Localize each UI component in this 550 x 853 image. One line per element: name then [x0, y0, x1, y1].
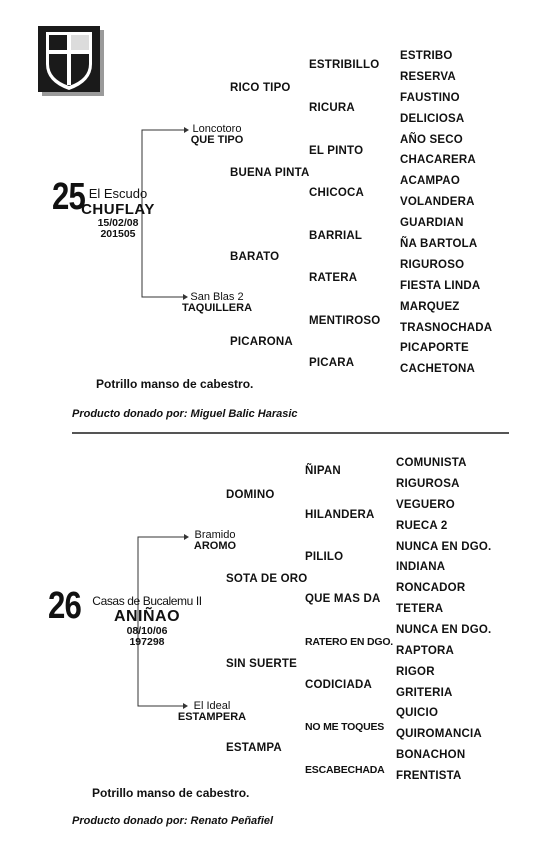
g5-ancestor: RESERVA	[400, 71, 456, 83]
horse-registry: 197298	[129, 636, 165, 648]
grandparent: SIN SUERTE	[226, 658, 298, 670]
grandparent: ESTAMPA	[226, 742, 282, 754]
donor-note: Producto donado por: Renato Peñafiel	[72, 815, 274, 827]
grandparent: BUENA PINTA	[230, 167, 310, 179]
grandparent: BARATO	[230, 251, 280, 263]
great-grandparent: ÑIPAN	[305, 465, 341, 477]
lot-description: Potrillo manso de cabestro.	[92, 786, 250, 800]
sire-name: AROMO	[193, 540, 237, 552]
g5-ancestor: RIGUROSO	[400, 259, 465, 271]
great-grandparent: EL PINTO	[309, 145, 364, 157]
g5-ancestor: CACHETONA	[400, 363, 476, 375]
great-grandparent: PILILO	[305, 551, 344, 563]
horse-info	[88, 594, 206, 648]
great-grandparent: NO ME TOQUES	[305, 721, 385, 733]
g5-ancestor: FAUSTINO	[400, 92, 460, 104]
g5-ancestor: RAPTORA	[396, 645, 455, 657]
great-grandparent: ESTRIBILLO	[309, 59, 380, 71]
horse-name: CHUFLAY	[81, 201, 155, 218]
horse-name: ANIÑAO	[113, 608, 181, 625]
g5-ancestor: ESTRIBO	[400, 50, 453, 62]
great-grandparent: QUE MAS DA	[305, 593, 381, 605]
sire-name: QUE TIPO	[190, 134, 244, 146]
great-grandparent: ESCABECHADA	[305, 764, 385, 776]
sire	[185, 124, 249, 146]
donor-note: Producto donado por: Miguel Balic Harasic	[72, 408, 298, 420]
horse-stud: El Escudo	[88, 186, 148, 201]
g5-ancestor: MARQUEZ	[400, 301, 460, 313]
grandparent: PICARONA	[230, 336, 293, 348]
g5-ancestor: NUNCA EN DGO.	[396, 624, 492, 636]
lot-number: 26	[48, 585, 82, 627]
sire	[187, 530, 243, 552]
grandparent: SOTA DE ORO	[226, 573, 308, 585]
great-grandparent: PICARA	[309, 357, 355, 369]
dam-stud: San Blas 2	[190, 291, 244, 303]
dam-name: ESTAMPERA	[177, 711, 247, 723]
great-grandparent: CODICIADA	[305, 679, 372, 691]
horse-birthdate: 08/10/06	[126, 625, 168, 637]
horse-stud: Casas de Bucalemu II	[92, 594, 202, 608]
horse-info	[78, 186, 158, 240]
g5-ancestor: QUICIO	[396, 707, 439, 719]
great-grandparent: CHICOCA	[309, 187, 365, 199]
g5-ancestor: RIGUROSA	[396, 478, 460, 490]
g5-ancestor: COMUNISTA	[396, 457, 467, 469]
g5-ancestor: INDIANA	[396, 561, 446, 573]
g5-ancestor: DELICIOSA	[400, 113, 465, 125]
dam-stud: El Ideal	[193, 700, 231, 712]
horse-birthdate: 15/02/08	[97, 217, 139, 229]
g5-ancestor: GUARDIAN	[400, 217, 464, 229]
great-grandparent: HILANDERA	[305, 509, 375, 521]
great-grandparent: RICURA	[309, 102, 355, 114]
dam	[176, 292, 258, 314]
g5-ancestor: RONCADOR	[396, 582, 466, 594]
g5-ancestor: BONACHON	[396, 749, 466, 761]
g5-ancestor: RIGOR	[396, 666, 435, 678]
great-grandparent: RATERA	[309, 272, 358, 284]
sire-stud: Loncotoro	[192, 123, 242, 135]
great-grandparent: MENTIROSO	[309, 315, 381, 327]
dam	[172, 701, 252, 723]
g5-ancestor: RUECA 2	[396, 520, 448, 532]
lot-number: 25	[52, 176, 86, 218]
g5-ancestor: CHACARERA	[400, 154, 476, 166]
lot-description: Potrillo manso de cabestro.	[96, 377, 254, 391]
g5-ancestor: FRENTISTA	[396, 770, 462, 782]
dam-name: TAQUILLERA	[181, 302, 253, 314]
great-grandparent: BARRIAL	[309, 230, 363, 242]
g5-ancestor: ACAMPAO	[400, 175, 460, 187]
g5-ancestor: AÑO SECO	[400, 134, 463, 146]
great-grandparent: RATERO EN DGO.	[305, 636, 394, 648]
g5-ancestor: NUNCA EN DGO.	[396, 541, 492, 553]
grandparent: DOMINO	[226, 489, 275, 501]
g5-ancestor: TETERA	[396, 603, 444, 615]
g5-ancestor: VEGUERO	[396, 499, 455, 511]
grandparent: RICO TIPO	[230, 82, 291, 94]
g5-ancestor: TRASNOCHADA	[400, 322, 493, 334]
g5-ancestor: FIESTA LINDA	[400, 280, 481, 292]
g5-ancestor: QUIROMANCIA	[396, 728, 482, 740]
g5-ancestor: VOLANDERA	[400, 196, 475, 208]
horse-registry: 201505	[100, 228, 136, 240]
section-divider	[72, 432, 509, 434]
g5-ancestor: PICAPORTE	[400, 342, 469, 354]
g5-ancestor: GRITERIA	[396, 687, 453, 699]
sire-stud: Bramido	[194, 529, 236, 541]
g5-ancestor: ÑA BARTOLA	[400, 238, 478, 250]
